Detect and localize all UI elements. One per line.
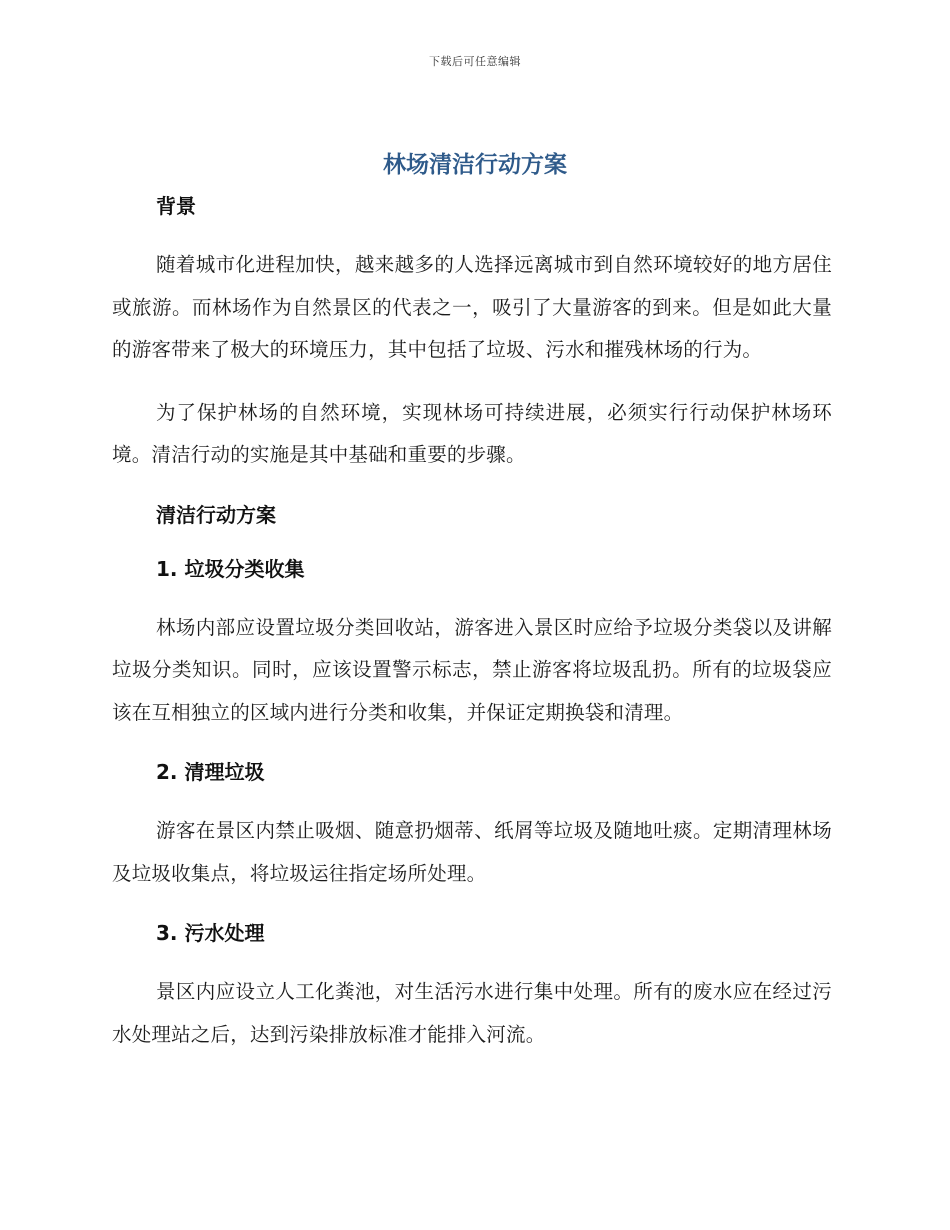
- document-title: 林场清洁行动方案: [383, 152, 567, 178]
- item-1-heading: 1. 垃圾分类收集: [156, 556, 305, 581]
- background-paragraph-1: 随着城市化进程加快，越来越多的人选择远离城市到自然环境较好的地方居住或旅游。而林场作为自然景区的代表之一，吸引了大量游客的到来。但是如此大量的游客带来了极大的环境压力，其中包括了垃圾、污水和摧残林场的行为。: [112, 253, 832, 361]
- item-1-paragraph: 林场内部应设置垃圾分类回收站，游客进入景区时应给予垃圾分类袋以及讲解垃圾分类知识。同时，应该设置警示标志，禁止游客将垃圾乱扔。所有的垃圾袋应该在互相独立的区域内进行分类和收集，并保证定期换袋和清理。: [112, 615, 832, 724]
- item-3-heading: 3. 污水处理: [156, 921, 265, 945]
- background-paragraph-2: 为了保护林场的自然环境，实现林场可持续进展，必须实行行动保护林场环境。清洁行动的实施是其中基础和重要的步骤。: [112, 400, 832, 466]
- item-3-paragraph: 景区内应设立人工化粪池，对生活污水进行集中处理。所有的废水应在经过污水处理站之后，达到污染排放标准才能排入河流。: [112, 980, 832, 1046]
- plan-heading: 清洁行动方案: [156, 502, 276, 527]
- item-2-heading: 2. 清理垃圾: [156, 760, 265, 784]
- item-2-paragraph: 游客在景区内禁止吸烟、随意扔烟蒂、纸屑等垃圾及随地吐痰。定期清理林场及垃圾收集点，将垃圾运往指定场所处理。: [112, 819, 832, 885]
- background-heading: 背景: [156, 194, 196, 218]
- page-header-note: 下载后可任意编辑: [429, 55, 521, 68]
- document-body: [112, 190, 832, 1056]
